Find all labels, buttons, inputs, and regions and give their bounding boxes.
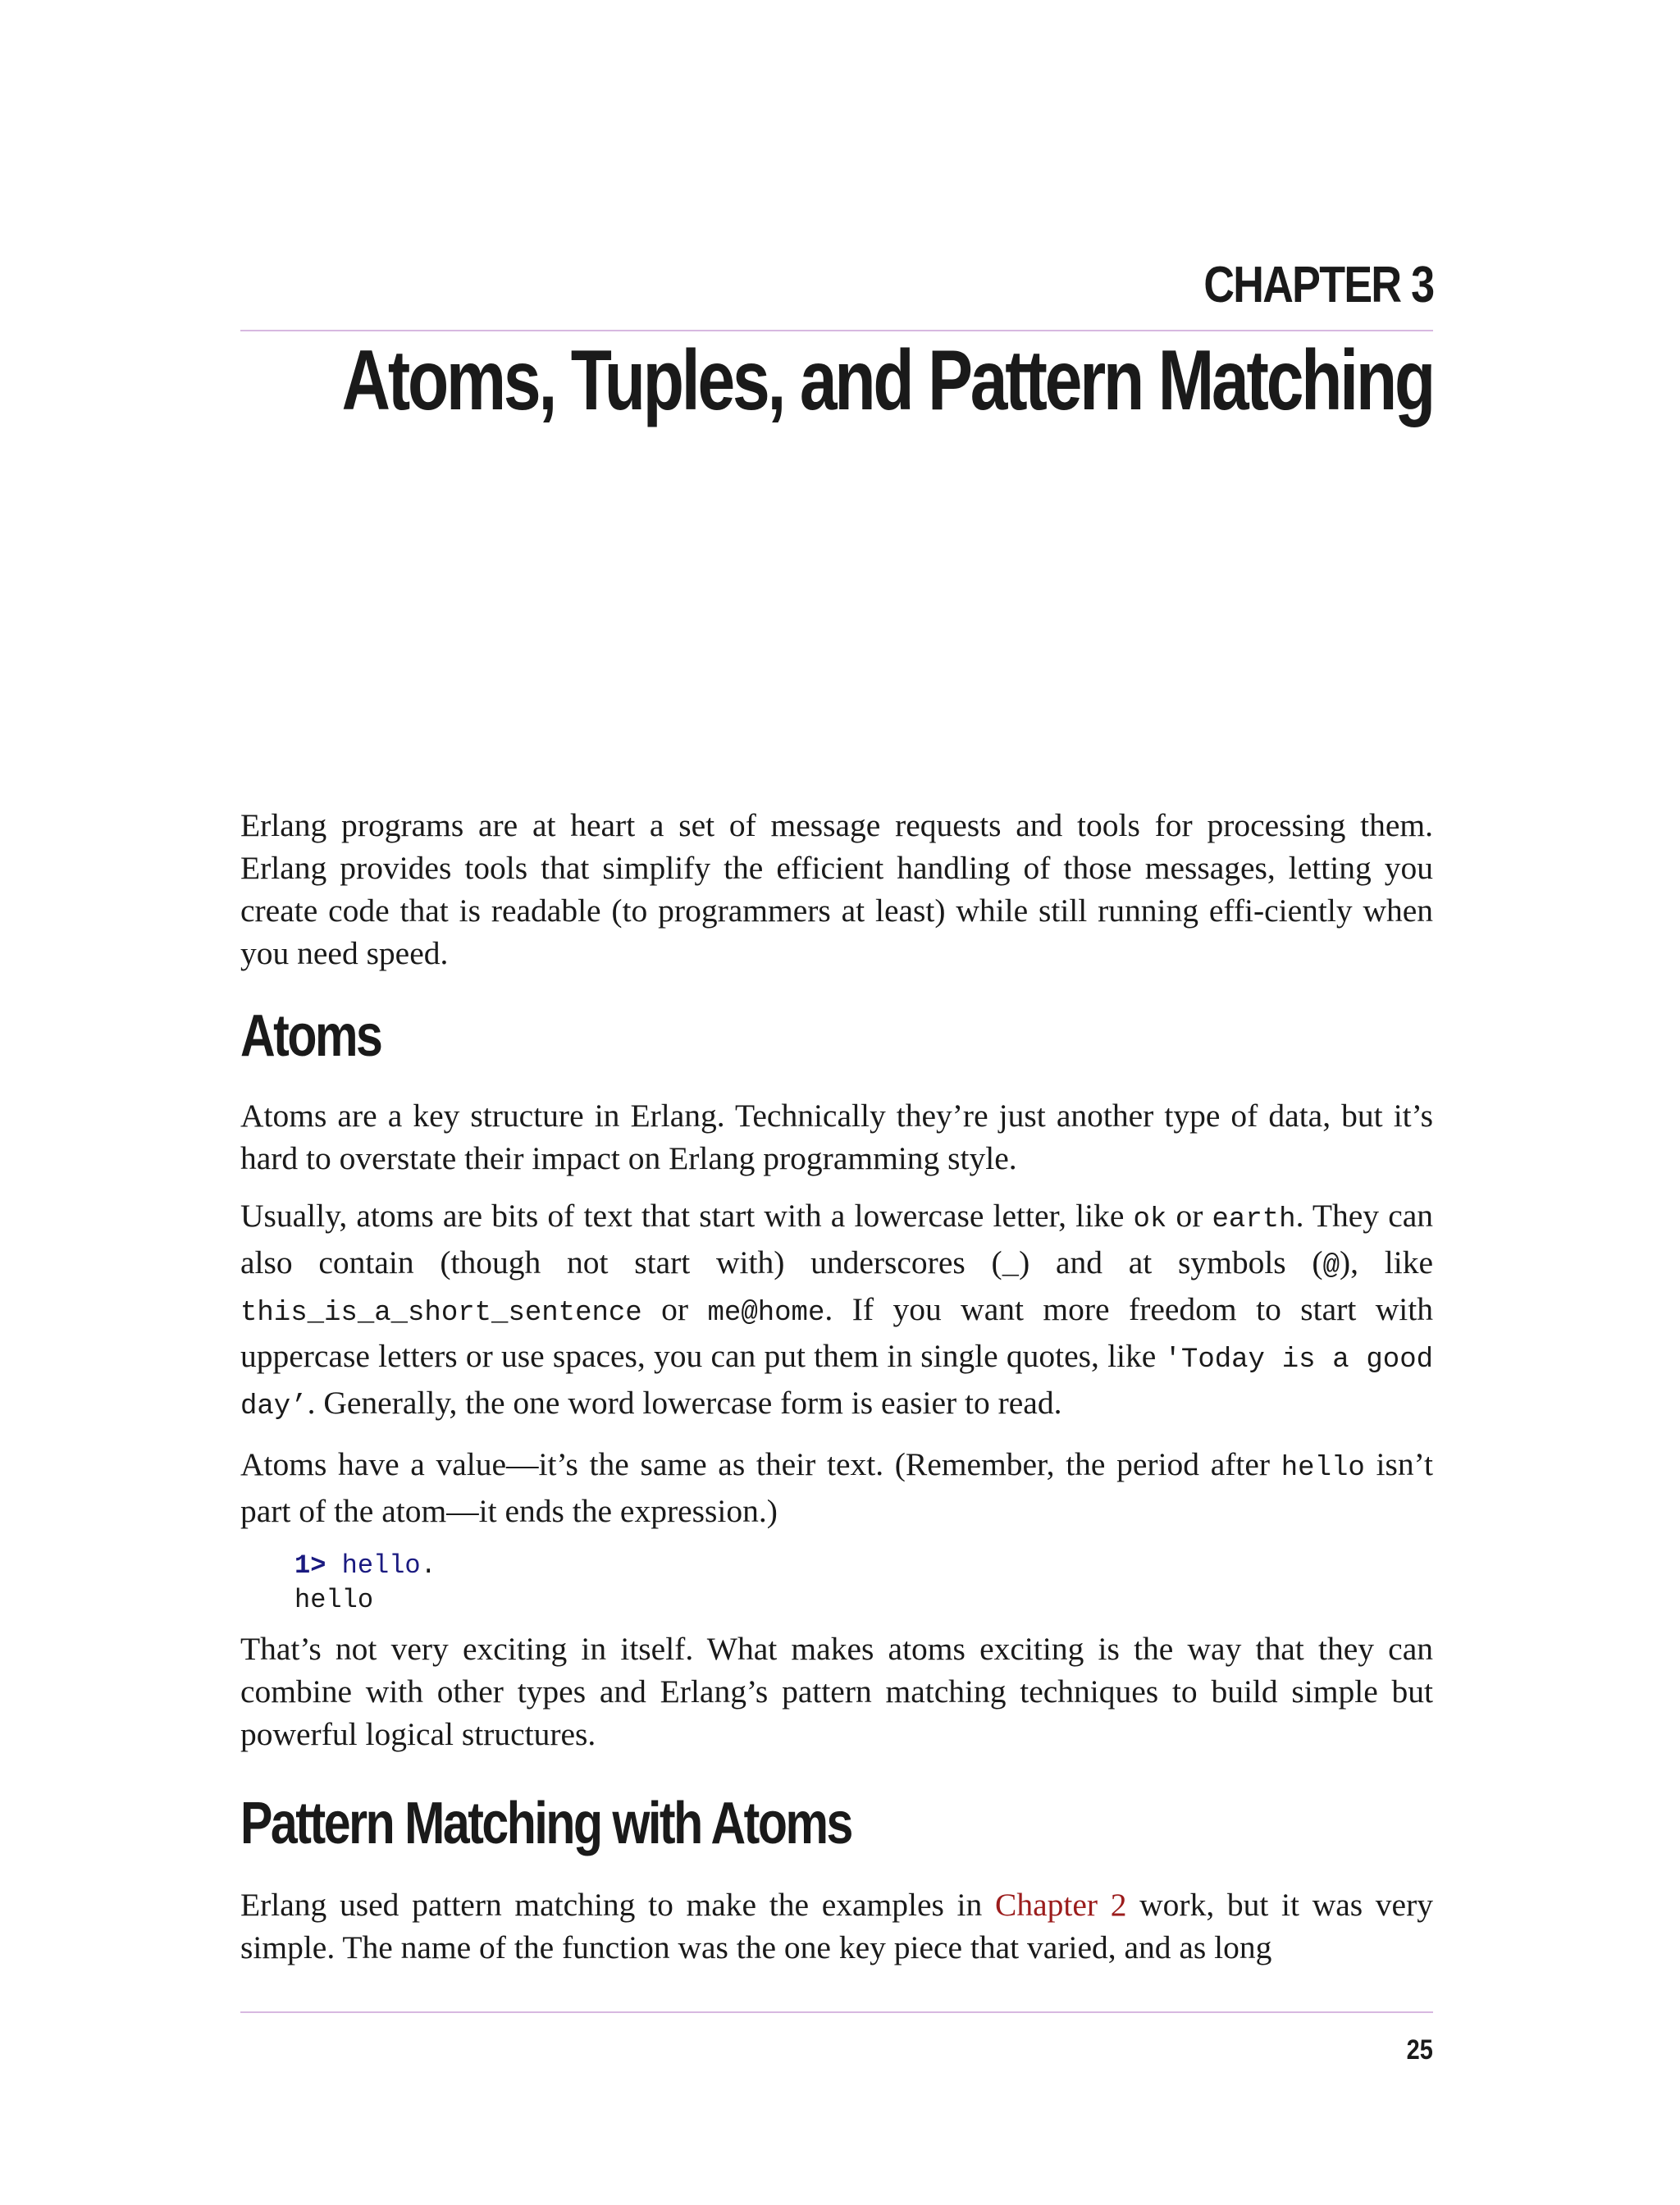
chapter-2-link[interactable]: Chapter 2	[994, 1887, 1127, 1923]
code-input: hello	[341, 1550, 421, 1581]
section-heading-pattern-matching: Pattern Matching with Atoms	[240, 1791, 851, 1856]
inline-code: me@home	[707, 1298, 825, 1329]
pattern-section	[240, 1790, 1433, 1857]
inline-code: _	[1002, 1251, 1020, 1282]
text-run: isn’t part of the atom—it ends the expression.)	[240, 1446, 1433, 1529]
text-run: . They can also contain (though not start with) underscores (	[240, 1198, 1434, 1281]
code-prompt: 1>	[294, 1550, 326, 1581]
code-block	[294, 1549, 1433, 1618]
inline-code: @	[1322, 1251, 1340, 1282]
inline-code: ok	[1133, 1204, 1167, 1235]
inline-code: this_is_a_short_sentence	[240, 1298, 642, 1329]
atoms-paragraph-1: Atoms are a key structure in Erlang. Technically they’re just another type of data, but it’s hard to overstate their impact on Erlang programming style.	[240, 1098, 1433, 1176]
atoms-section	[240, 1002, 1433, 1070]
code-dot: .	[420, 1550, 436, 1581]
intro-paragraph: Erlang programs are at heart a set of message requests and tools for processing them. Erlang provides tools that simplify the efficient handling of those messages, letting you create code that is readable (to programmers at least) while still running effi-ciently when you need speed.	[240, 807, 1433, 971]
atoms-paragraph-3	[240, 1443, 1433, 1532]
text-run: ) and at symbols (	[1019, 1244, 1323, 1281]
text-run: . If you want more freedom to start with uppercase letters or use spaces, you can put them in single quotes, like	[240, 1291, 1433, 1374]
inline-code: earth	[1212, 1204, 1296, 1235]
code-output: hello	[294, 1585, 374, 1615]
atoms-paragraph-4: That’s not very exciting in itself. What makes atoms exciting is the way that they can combine with other types and Erlang’s pattern matching techniques to build simple but powerful logical structures.	[240, 1631, 1433, 1752]
chapter-rule	[240, 330, 1433, 331]
inline-code: 'Today is a good day’	[240, 1344, 1433, 1422]
text-run: . Generally, the one word lowercase form is easier to read.	[307, 1385, 1062, 1421]
chapter-title: Atoms, Tuples, and Pattern Matching	[341, 333, 1433, 428]
text-run: Erlang used pattern matching to make the examples in	[240, 1887, 995, 1923]
section-heading-atoms: Atoms	[240, 1003, 381, 1069]
text-run: or	[1166, 1198, 1212, 1234]
intro-section	[240, 804, 1433, 975]
text-run: ), like	[1340, 1244, 1434, 1281]
chapter-label: CHAPTER 3	[1203, 257, 1433, 313]
atoms-paragraph-2	[240, 1194, 1433, 1428]
pattern-body	[240, 1883, 1433, 1969]
text-run: Usually, atoms are bits of text that start with a lowercase letter, like	[240, 1198, 1134, 1234]
inline-code: hello	[1281, 1453, 1365, 1484]
text-run: work, but it was very simple. The name of the function was the one key piece that varied, and as long	[240, 1887, 1433, 1965]
text-run: or	[641, 1291, 708, 1327]
text-run: Atoms have a value—it’s the same as their text. (Remember, the period after	[240, 1446, 1281, 1482]
footer-rule	[240, 2011, 1433, 2013]
page-number: 25	[1406, 2034, 1433, 2066]
pattern-paragraph-1	[240, 1883, 1433, 1969]
atoms-body	[240, 1094, 1433, 1755]
